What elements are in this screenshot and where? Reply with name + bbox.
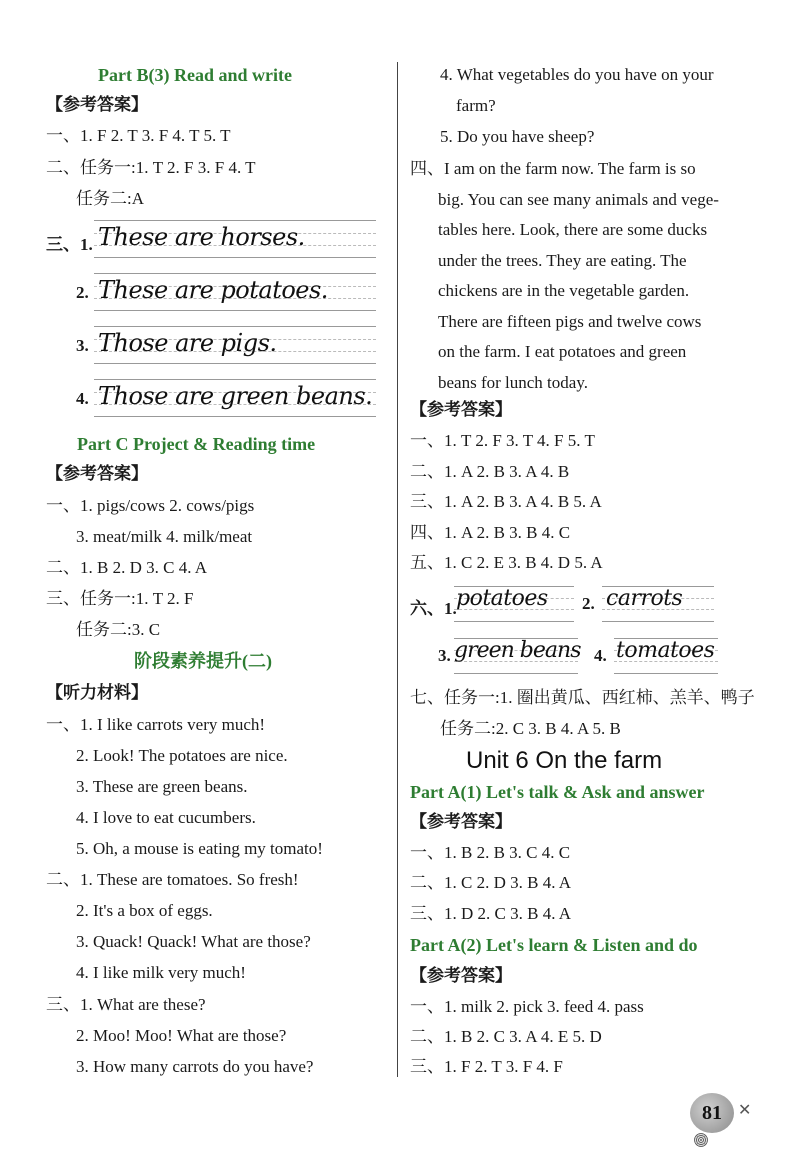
star-decoration-icon: ✕ [738,1102,752,1119]
unit-title: Unit 6 On the farm [466,747,663,774]
answer-key-label: 【参考答案】 [46,464,148,483]
script-line: 5. Do you have sheep? [440,127,595,146]
handwritten-answer: tomatoes [616,638,715,663]
handwriting-row [46,377,376,421]
script-line: farm? [456,96,496,115]
script-line: 2. Look! The potatoes are nice. [76,746,288,765]
item-number: 三、1. [46,235,93,254]
passage-line: beans for lunch today. [438,373,588,392]
section-title-b3: Part B(3) Read and write [98,65,292,85]
handwritten-answer: carrots [606,586,683,611]
handwriting-row [46,218,376,262]
answer-line: 一、1. T 2. F 3. T 4. F 5. T [410,431,595,450]
script-line: 4. I love to eat cucumbers. [76,808,256,827]
answer-key-label: 【参考答案】 [410,966,512,985]
answer-line: 一、1. F 2. T 3. F 4. T 5. T [46,126,231,145]
handwritten-answer: These are horses. [98,223,305,251]
listening-material-label: 【听力材料】 [46,683,148,702]
script-line: 二、1. These are tomatoes. So fresh! [46,870,299,889]
script-line: 2. It's a box of eggs. [76,901,213,920]
passage-first-line: 四、I am on the farm now. The farm is so [410,159,696,178]
script-line: 3. These are green beans. [76,777,248,796]
script-line: 3. How many carrots do you have? [76,1057,314,1076]
item-number: 2. [76,283,89,302]
handwriting-row [410,634,740,678]
passage-line: on the farm. I eat potatoes and green [438,342,687,361]
handwriting-row [46,271,376,315]
answer-line: 七、任务一:1. 圈出黄瓜、西红柿、羔羊、鸭子 [410,688,755,707]
answer-line: 三、1. D 2. C 3. B 4. A [410,904,572,923]
handwritten-answer: These are potatoes. [98,276,328,304]
section-title-a1: Part A(1) Let's talk & Ask and answer [410,782,705,802]
answer-line: 二、1. A 2. B 3. A 4. B [410,462,570,481]
section-title-c: Part C Project & Reading time [77,434,316,454]
item-number: 4. [76,389,89,408]
handwriting-row [46,324,376,368]
handwritten-answer: potatoes [456,586,548,611]
item-number: 3. [438,646,451,665]
passage-line: chickens are in the vegetable garden. [438,281,690,300]
answer-line: 四、1. A 2. B 3. B 4. C [410,523,571,542]
script-line: 2. Moo! Moo! What are those? [76,1026,287,1045]
passage-line: big. You can see many animals and vege- [438,190,719,209]
section-title-a2: Part A(2) Let's learn & Listen and do [410,935,698,955]
passage-line: There are fifteen pigs and twelve cows [438,312,702,331]
handwritten-answer: Those are green beans. [98,382,373,410]
answer-key-label: 【参考答案】 [410,812,512,831]
page-number: 81 [690,1093,734,1133]
script-line: 4. I like milk very much! [76,963,246,982]
passage-line: tables here. Look, there are some ducks [438,220,708,239]
item-number: 3. [76,336,89,355]
answer-line: 一、1. pigs/cows 2. cows/pigs [46,496,255,515]
answer-line: 三、任务一:1. T 2. F [46,589,194,608]
answer-line: 二、任务一:1. T 2. F 3. F 4. T [46,158,256,177]
column-divider [397,62,398,1077]
answer-line: 三、1. F 2. T 3. F 4. F [410,1057,563,1076]
handwriting-row [410,582,740,626]
item-number: 2. [582,594,595,613]
answer-line: 一、1. B 2. B 3. C 4. C [410,843,571,862]
script-line: 3. Quack! Quack! What are those? [76,932,311,951]
answer-key-label: 【参考答案】 [410,400,512,419]
item-number: 4. [594,646,607,665]
script-line: 三、1. What are these? [46,995,206,1014]
answer-line: 五、1. C 2. E 3. B 4. D 5. A [410,553,603,572]
dot-pattern-icon [694,1133,708,1147]
handwritten-answer: green beans [454,638,581,663]
answer-line: 二、1. B 2. D 3. C 4. A [46,558,208,577]
stage-title: 阶段素养提升(二) [134,651,272,671]
script-line: 4. What vegetables do you have on your [440,65,714,84]
answer-line: 任务二:3. C [76,620,161,639]
answer-line: 二、1. B 2. C 3. A 4. E 5. D [410,1027,602,1046]
answer-line: 3. meat/milk 4. milk/meat [76,527,253,546]
item-number: 六、1. [410,599,457,618]
answer-line: 任务二:A [76,189,144,208]
answer-key-label: 【参考答案】 [46,95,148,114]
script-line: 5. Oh, a mouse is eating my tomato! [76,839,323,858]
answer-line: 三、1. A 2. B 3. A 4. B 5. A [410,492,602,511]
handwritten-answer: Those are pigs. [98,329,277,357]
answer-line: 一、1. milk 2. pick 3. feed 4. pass [410,997,644,1016]
answer-line: 二、1. C 2. D 3. B 4. A [410,873,572,892]
script-line: 一、1. I like carrots very much! [46,715,266,734]
passage-line: under the trees. They are eating. The [438,251,687,270]
answer-line: 任务二:2. C 3. B 4. A 5. B [440,719,621,738]
